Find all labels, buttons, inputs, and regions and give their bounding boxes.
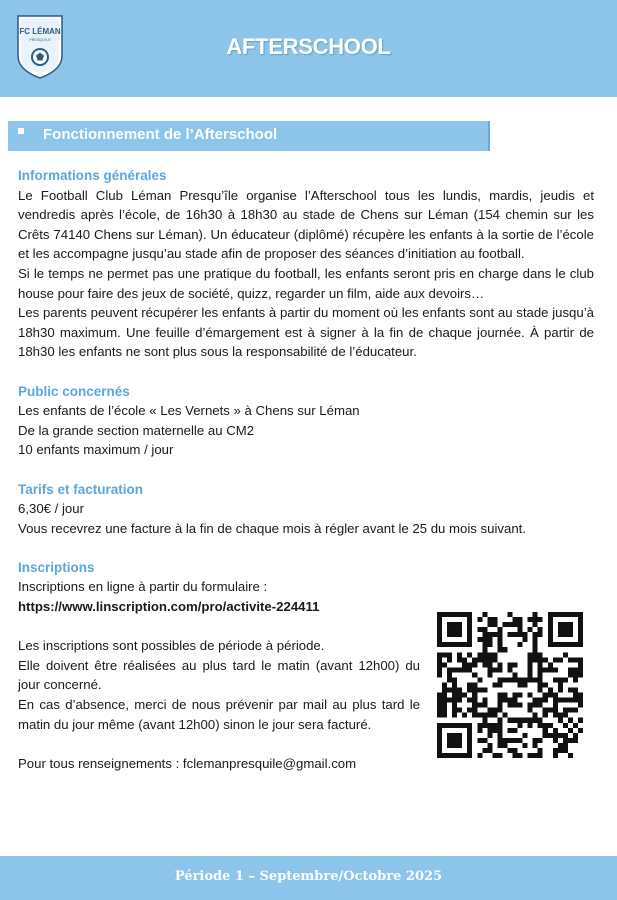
- page-title: AFTERSCHOOL: [226, 34, 391, 59]
- info-paragraph-2: Si le temps ne permet pas une pratique du football, les enfants seront pris en charge dans le club house pour faire des jeux de société, quizz, regarder un film, aide aux devoirs…: [18, 265, 594, 301]
- inscriptions-heading: Inscriptions: [18, 559, 95, 575]
- public-heading: Public concernés: [18, 383, 130, 399]
- tarifs-invoice: Vous recevrez une facture à la fin de chaque mois à régler avant le 25 du mois suivant.: [18, 520, 527, 536]
- section-banner: [8, 121, 490, 151]
- tarifs-price: 6,30€ / jour: [18, 501, 84, 517]
- section-title: Fonctionnement de l’Afterschool: [43, 126, 278, 143]
- square-bullet-icon: [18, 128, 24, 134]
- info-paragraph-3: Les parents peuvent récupérer les enfants à partir du moment où les enfants sont au stade jusqu’à 18h30 maximum. Une feuille d’émargement est à signer à la fin de chaque journée. À partir de 18h30 les enfants ne sont plus sous la responsabilité de l’éducateur.: [18, 305, 594, 360]
- footer-band: [0, 856, 617, 900]
- public-line-max: 10 enfants maximum / jour: [18, 442, 174, 458]
- tarifs-heading: Tarifs et facturation: [18, 481, 144, 497]
- inscriptions-paragraph-3: En cas d’absence, merci de nous prévenir par mail au plus tard le matin du jour même (avant 12h00) sinon le jour sera facturé.: [18, 697, 420, 732]
- info-paragraph-1: Le Football Club Léman Presqu’île organise l’Afterschool tous les lundis, mardis, jeudis et vendredis après l’école, de 16h30 à 18h30 au stade de Chens sur Léman (154 chemin sur les Crêts 74140 Chens sur Léman). Un éducateur (diplômé) récupère les enfants à la sortie de l’école et les accompagne jusqu’au stade afin de proposer des séances d’initiation au football.: [18, 187, 594, 262]
- info-heading: Informations générales: [18, 168, 167, 183]
- public-line-levels: De la grande section maternelle au CM2: [18, 422, 255, 438]
- inscriptions-paragraph-1: Les inscriptions sont possibles de période à période.: [18, 638, 325, 654]
- inscriptions-intro: Inscriptions en ligne à partir du formulaire :: [18, 579, 268, 595]
- logo-text-bottom: PRESQU'ILE: [29, 38, 51, 42]
- inscriptions-paragraph-2: Elle doivent être réalisées au plus tard le matin (avant 12h00) du jour concerné.: [18, 657, 420, 693]
- footer-period: Période 1 – Septembre/Octobre 2025: [174, 869, 443, 884]
- contact-line: Pour tous renseignements : fclemanpresquile@gmail.com: [18, 755, 357, 771]
- header-band: [0, 0, 617, 97]
- qr-code-icon: [437, 612, 583, 758]
- logo-text-top: FC LÉMAN: [19, 27, 61, 36]
- inscriptions-link[interactable]: https://www.linscription.com/pro/activite-224411: [18, 599, 320, 615]
- public-line-school: Les enfants de l’école « Les Vernets » à Chens sur Léman: [18, 403, 360, 419]
